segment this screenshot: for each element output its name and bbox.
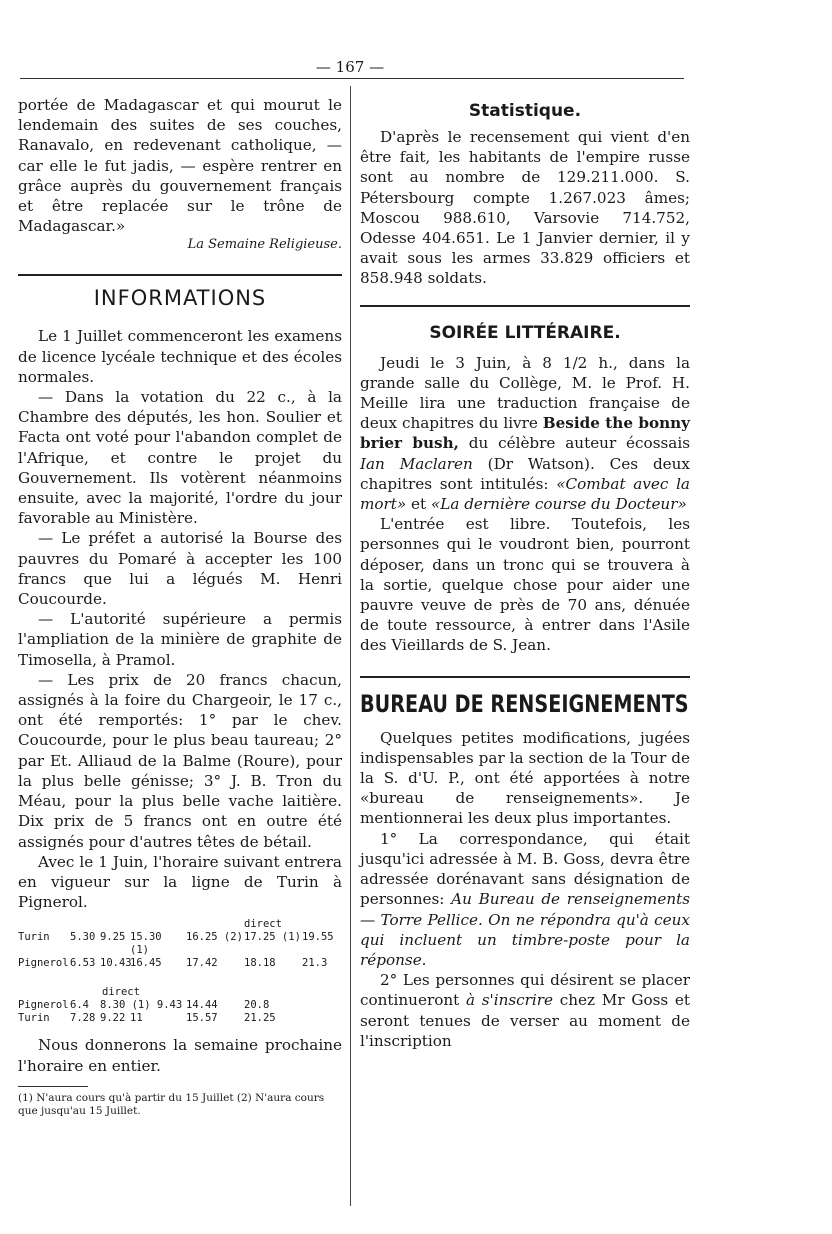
time: 14.44 xyxy=(186,999,218,1012)
bureau-text: 2° Les personnes qui désirent se placer continueront xyxy=(360,971,690,1010)
time: 8.30 (1) 9.43 xyxy=(100,999,183,1012)
chapter-title: «La dernière course du Docteur» xyxy=(430,495,687,514)
footnote: (1) N'aura cours qu'à partir du 15 Juillet (2) N'aura cours que jusqu'au 15 Juillet. xyxy=(18,1091,325,1117)
time: 18.18 xyxy=(244,957,276,970)
column-divider xyxy=(350,86,351,1206)
soiree-title: SOIRÉE LITTÉRAIRE. xyxy=(429,322,621,343)
soiree-paragraph: L'entrée est libre. Toutefois, les personnes qui le voudront bien, pourront déposer, dans un tronc qui se trouvera à la sortie, quelque chose pour aider une pauvre veuve de près de 70 ans, dénuée de toute ressource, à entrer dans l'Asile des Vieillards de S. Jean. xyxy=(360,515,690,655)
info-paragraph: — L'autorité supérieure a permis l'ampliation de la minière de graphite de Timosella, à Pramol. xyxy=(18,610,342,669)
section-rule xyxy=(18,274,342,276)
bureau-paragraph xyxy=(360,829,690,970)
section-rule xyxy=(360,305,690,307)
timetable-row xyxy=(18,931,342,957)
time: 6.53 xyxy=(70,957,96,970)
info-paragraph: — Dans la votation du 22 c., à la Chambre des députés, les hon. Soulier et Facta ont voté pour l'abandon complet de l'Afrique, et contre le projet du Gouvernement. Ils votèrent néanmoins ensuite, avec la majorité, l'ordre du jour favorable au Ministère. xyxy=(18,388,342,528)
info-paragraph: Le 1 Juillet commenceront les examens de licence lycéale technique et des écoles normales. xyxy=(18,327,342,386)
time: 7.28 xyxy=(70,1012,96,1025)
time: 9.25 xyxy=(100,931,126,944)
direct-label: direct xyxy=(102,986,140,999)
timetable-pignerol-turin xyxy=(18,986,342,1025)
time: 15.57 xyxy=(186,1012,218,1025)
time: 19.55 xyxy=(302,931,334,944)
right-column xyxy=(360,95,690,1051)
soiree-text: Jeudi le 3 Juin, à 8 1/2 h., dans la grande salle du Collège, M. le Prof. H. Meille lira une traduction française de deux chapitres du livre xyxy=(360,353,690,433)
page-number: — 167 — xyxy=(315,58,385,76)
intro-source: La Semaine Religieuse. xyxy=(187,237,342,253)
timetable-turin-pignerol xyxy=(18,918,342,970)
timetable-row xyxy=(18,957,342,970)
time: 16.25 (2) xyxy=(186,931,243,944)
time: 9.22 xyxy=(100,1012,126,1025)
station: Pignerol xyxy=(18,999,69,1012)
time: 21.25 xyxy=(244,1012,276,1025)
timetable-row xyxy=(18,999,342,1012)
direct-label: direct xyxy=(244,918,282,931)
footnote-rule xyxy=(18,1086,88,1087)
bureau-paragraph xyxy=(360,970,690,1051)
book-title: Beside the bonny brier bush, xyxy=(360,414,691,453)
bureau-text: chez Mr Goss et seront tenues de verser au moment de l'inscription xyxy=(360,991,691,1050)
info-paragraph: — Le préfet a autorisé la Bourse des pauvres du Pomaré à accepter les 100 francs que lui a légués M. Henri Coucourde. xyxy=(18,529,342,609)
bureau-emphasis: à s'inscrire xyxy=(465,991,554,1010)
time: 21.3 xyxy=(302,957,328,970)
informations-title: INFORMATIONS xyxy=(93,286,267,311)
bureau-title: BUREAU DE RENSEIGNEMENTS xyxy=(360,689,689,718)
header-rule xyxy=(20,78,684,79)
station: Turin xyxy=(18,1012,50,1025)
time: 20.8 xyxy=(244,999,270,1012)
info-paragraph: Nous donnerons la semaine prochaine l'horaire en entier. xyxy=(18,1036,342,1075)
soiree-text: du célèbre auteur écossais xyxy=(468,434,690,453)
time: 17.25 (1) xyxy=(244,931,301,944)
statistique-paragraph: D'après le recensement qui vient d'en être fait, les habitants de l'empire russe sont au nombre de 129.211.000. S. Pétersbourg compte 1.267.023 âmes; Moscou 988.610, Varsovie 714.752, Odesse 404.651. Le 1 Janvier dernier, il y avait sous les armes 33.829 officiers et 858.948 soldats. xyxy=(360,128,690,288)
bureau-paragraph: Quelques petites modifications, jugées indispensables par la section de la Tour de la S. d'U. P., ont été apportées à notre «bureau de renseignements». Je mentionnerai les deux plus importantes. xyxy=(360,728,690,828)
section-rule xyxy=(360,676,690,678)
chapter-title: «Combat avec la mort» xyxy=(360,474,690,514)
time: 10.43 xyxy=(100,957,132,970)
time: 11 xyxy=(130,1012,143,1025)
left-column xyxy=(18,95,342,1118)
station: Turin xyxy=(18,931,50,944)
soiree-text: (Dr Watson). Ces deux chapitres sont intitulés: xyxy=(360,454,690,493)
station: Pignerol xyxy=(18,957,69,970)
soiree-paragraph xyxy=(360,353,690,515)
time: 5.30 xyxy=(70,931,96,944)
time: 6.4 xyxy=(70,999,89,1012)
time: 16.45 xyxy=(130,957,162,970)
intro-paragraph: portée de Madagascar et qui mourut le lendemain des suites de ses couches, Ranavalo, en redevenant catholique, — car elle le fut jadis, — espère rentrer en grâce auprès du gouvernement français et être replacée sur le trône de Madagascar.» xyxy=(18,96,342,236)
statistique-title: Statistique. xyxy=(468,101,582,121)
soiree-text: et xyxy=(411,495,427,514)
time: 15.30 (1) xyxy=(130,931,162,957)
bureau-address: Au Bureau de renseignements — Torre Pellice. On ne répondra qu'à ceux qui incluent un timbre-poste pour la réponse. xyxy=(360,890,691,969)
info-paragraph: Avec le 1 Juin, l'horaire suivant entrera en vigueur sur la ligne de Turin à Pignerol. xyxy=(18,852,342,912)
author-name: Ian Maclaren xyxy=(360,454,473,473)
bureau-text: 1° La correspondance, qui était jusqu'ici adressée à M. B. Goss, devra être adressée dorénavant sans désignation de personnes: xyxy=(360,829,690,909)
info-paragraph: — Les prix de 20 francs chacun, assignés à la foire du Chargeoir, le 17 c., ont été remportés: 1° par le chev. Coucourde, pour le plus beau taureau; 2° par Et. Alliaud de la Balme (Roure), pour la plus belle génisse; 3° J. B. Tron du Méau, pour la plus belle vache laitière. Dix prix de 5 francs ont en outre été assignés pour d'autres têtes de bétail. xyxy=(18,670,342,851)
time: 17.42 xyxy=(186,957,218,970)
timetable-row xyxy=(18,1012,342,1025)
